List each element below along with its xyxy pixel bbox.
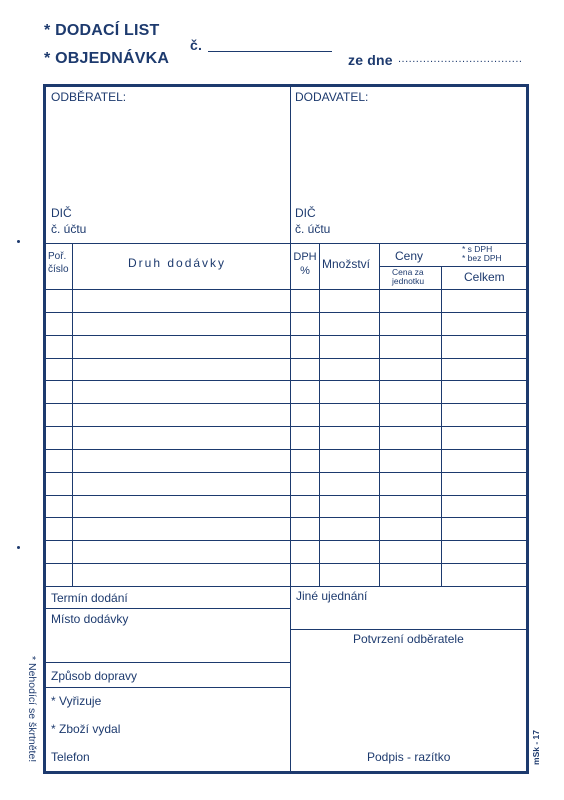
buyer-dic-label: DIČ — [51, 206, 72, 220]
col-description-header: Druh dodávky — [128, 256, 227, 270]
footer-line — [290, 629, 528, 630]
col-vat-line2: % — [300, 265, 310, 277]
col-total-header: Celkem — [464, 270, 505, 284]
signature-stamp-label: Podpis - razítko — [367, 750, 451, 764]
table-top-line — [45, 243, 528, 244]
title-delivery-note: * DODACÍ LIST — [44, 22, 160, 39]
transport-label: Způsob dopravy — [51, 669, 138, 683]
supplier-account-label: č. účtu — [295, 222, 331, 236]
vat-note-without: * bez DPH — [462, 253, 502, 263]
footer-divider — [290, 587, 291, 772]
footer-line — [45, 662, 290, 663]
col-line — [319, 244, 320, 587]
table-row[interactable] — [45, 540, 528, 541]
table-row[interactable] — [45, 380, 528, 381]
footer-line — [45, 687, 290, 688]
vat-note — [462, 245, 502, 263]
number-field-line[interactable] — [208, 51, 332, 52]
table-row[interactable] — [45, 495, 528, 496]
col-unit-price-header — [392, 268, 424, 286]
col-unit-price-line2: jednotku — [392, 276, 425, 286]
buyer-account-label: č. účtu — [51, 222, 87, 236]
table-row[interactable] — [45, 426, 528, 427]
binder-dot — [17, 546, 20, 549]
col-vat-header — [292, 250, 318, 278]
buyer-label: ODBĚRATEL: — [51, 90, 127, 104]
table-row[interactable] — [45, 449, 528, 450]
col-order-header — [48, 250, 69, 276]
form-code: mSk - 17 — [531, 730, 541, 765]
party-divider — [290, 86, 291, 244]
table-row[interactable] — [45, 358, 528, 359]
binder-dot — [17, 240, 20, 243]
strike-note: * Nehodící se škrtněte! — [26, 656, 38, 763]
date-field-dots[interactable]: ................................... — [398, 53, 523, 65]
number-label: č. — [190, 37, 203, 53]
date-label: ze dne — [348, 52, 393, 68]
table-row[interactable] — [45, 289, 528, 290]
col-line — [379, 244, 380, 587]
buyer-confirmation-label: Potvrzení odběratele — [353, 632, 464, 646]
table-row[interactable] — [45, 312, 528, 313]
col-order-line1: Poř. — [48, 251, 67, 262]
supplier-label: DODAVATEL: — [295, 90, 369, 104]
footer-line — [45, 608, 290, 609]
delivery-place-label: Místo dodávky — [51, 612, 129, 626]
delivery-date-label: Termín dodání — [51, 591, 128, 605]
col-prices-header: Ceny — [395, 249, 424, 263]
table-row[interactable] — [45, 472, 528, 473]
handled-by-label: * Vyřizuje — [51, 694, 102, 708]
col-unit-price-line1: Cena za — [392, 267, 424, 277]
col-order-line2: číslo — [48, 264, 69, 275]
supplier-dic-label: DIČ — [295, 206, 316, 220]
col-line — [290, 244, 291, 587]
table-row[interactable] — [45, 335, 528, 336]
table-row[interactable] — [45, 403, 528, 404]
col-quantity-header: Množství — [322, 257, 371, 271]
other-terms-label: Jiné ujednání — [296, 589, 368, 603]
table-row[interactable] — [45, 517, 528, 518]
table-row[interactable] — [45, 563, 528, 564]
phone-label: Telefon — [51, 750, 90, 764]
col-vat-line1: DPH — [293, 251, 317, 263]
issued-by-label: * Zboží vydal — [51, 722, 121, 736]
table-bottom-line — [45, 586, 528, 587]
col-line — [72, 244, 73, 587]
title-order: * OBJEDNÁVKA — [44, 50, 170, 67]
vat-note-with: * s DPH — [462, 244, 493, 254]
